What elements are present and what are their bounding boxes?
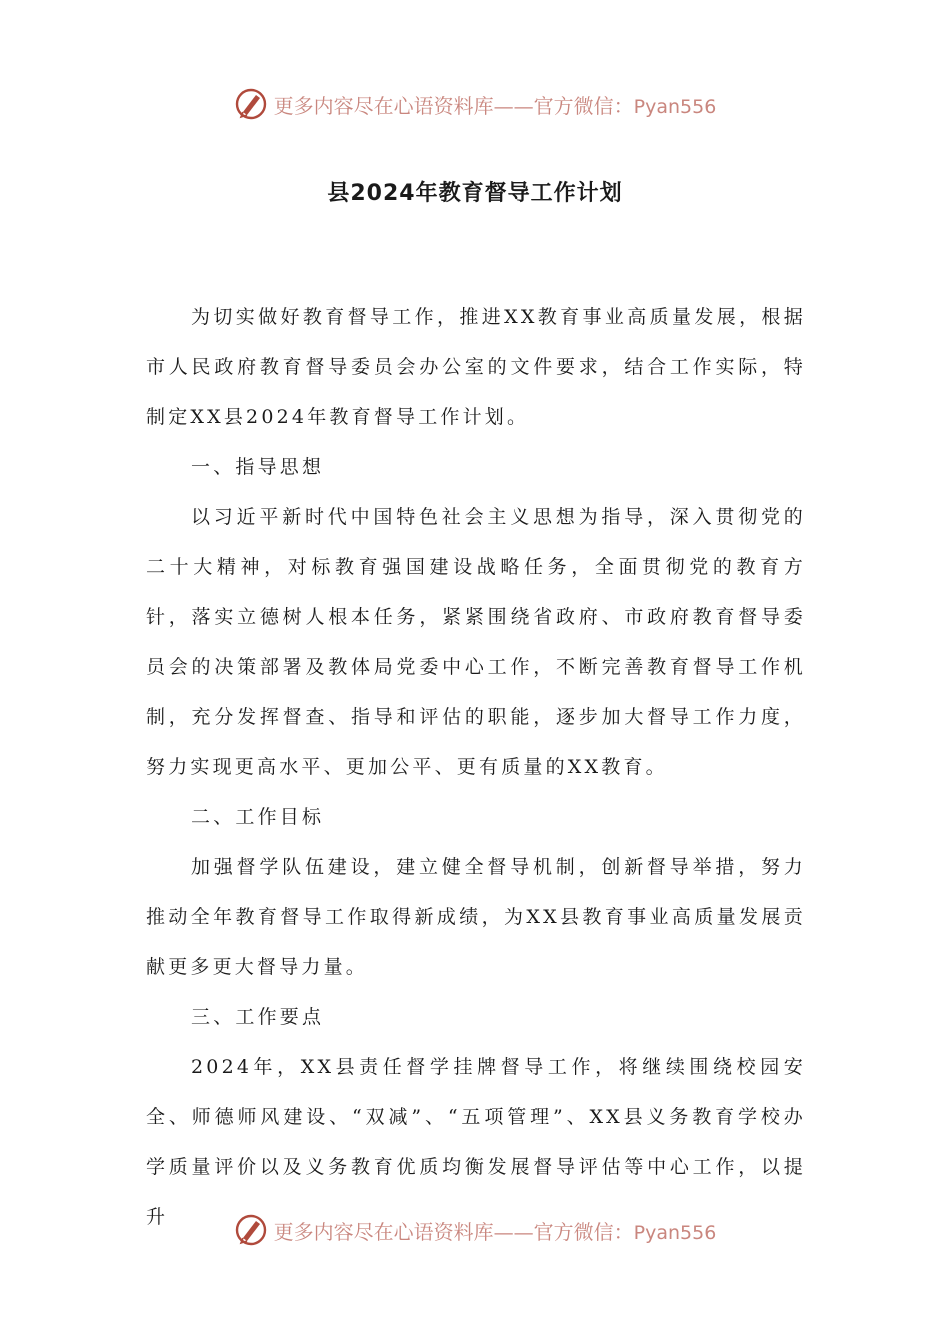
section-paragraph-work-goals: 加强督学队伍建设，建立健全督导机制，创新督导举措，努力推动全年教育督导工作取得新成绩，为XX县教育事业高质量发展贡献更多更大督导力量。 [146,856,806,978]
watermark-text: 更多内容尽在心语资料库——官方微信：Pyan556 [273,93,717,118]
section-paragraph-work-points: 2024年，XX县责任督学挂牌督导工作，将继续围绕校园安全、师德师风建设、“双减”、“五项管理”、XX县义务教育学校办学质量评价以及义务教育优质均衡发展督导评估等中心工作，以提升 [146,1056,806,1228]
section-paragraph-guiding-ideology: 以习近平新时代中国特色社会主义思想为指导，深入贯彻党的二十大精神，对标教育强国建设战略任务，全面贯彻党的教育方针，落实立德树人根本任务，紧紧围绕省政府、市政府教育督导委员会的决策部署及教体局党委中心工作，不断完善教育督导工作机制，充分发挥督查、指导和评估的职能，逐步加大督导工作力度，努力实现更高水平、更加公平、更有质量的XX教育。 [146,506,806,778]
watermark-text: 更多内容尽在心语资料库——官方微信：Pyan556 [273,1219,717,1244]
intro-paragraph: 为切实做好教育督导工作，推进XX教育事业高质量发展，根据市人民政府教育督导委员会办公室的文件要求，结合工作实际，特制定XX县2024年教育督导工作计划。 [146,306,806,428]
section-heading-work-goals: 二、工作目标 [191,806,325,828]
pen-logo-icon [234,87,268,121]
document-body [146,292,806,1242]
section-heading-work-points: 三、工作要点 [191,1006,325,1028]
document-title: 县2024年教育督导工作计划 [327,181,623,206]
watermark-banner-top [0,84,950,124]
watermark-banner-bottom [0,1210,950,1250]
pen-logo-icon [234,1213,268,1247]
section-heading-guiding-ideology: 一、指导思想 [191,456,325,478]
